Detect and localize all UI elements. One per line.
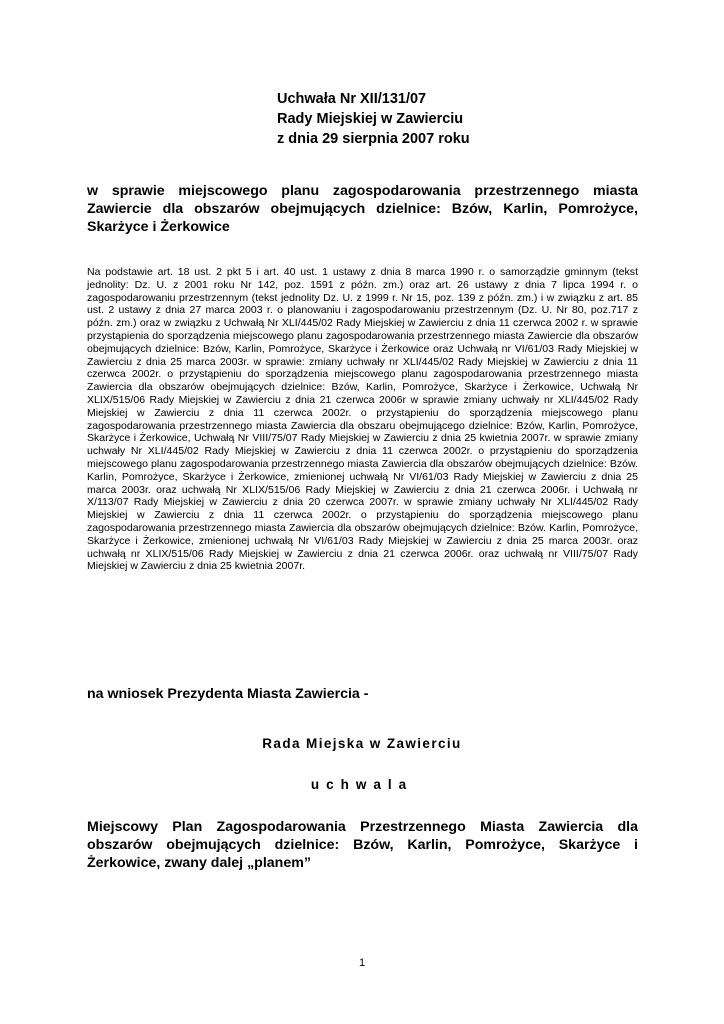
resolution-title-block	[277, 89, 607, 149]
resolution-number: Uchwała Nr XII/131/07	[277, 91, 427, 107]
resolution-date: z dnia 29 sierpnia 2007 roku	[277, 131, 470, 147]
plan-statement: Miejscowy Plan Zagospodarowania Przestrzennego Miasta Zawiercia dla obszarów obejmujących dzielnice: Bzów, Karlin, Pomrożyce, Skarżyce i Żerkowice, zwany dalej „planem”	[87, 819, 638, 871]
legal-basis-paragraph: Na podstawie art. 18 ust. 2 pkt 5 i art. 40 ust. 1 ustawy z dnia 8 marca 1990 r. o samorządzie gminnym (tekst jednolity: Dz. U. z 2001 roku Nr 142, poz. 1591 z późn. zm.) oraz art. 26 ustawy z dnia 7 lipca 1994 r. o zagospodarowaniu przestrzennym (tekst jednolity Dz. U. z 1999 r. Nr 15, poz. 139 z późn. zm.) i w związku z art. 85 ust. 2 ustawy z dnia 27 marca 2003 r. o planowaniu i zagospodarowaniu przestrzennym (Dz. U. Nr 80, poz.717 z późn. zm.) oraz w związku z Uchwałą Nr XLI/445/02 Rady Miejskiej w Zawierciu z dnia 11 czerwca 2002 r. w sprawie przystąpienia do sporządzenia miejscowego planu zagospodarowania przestrzennego miasta Zawiercie dla obszarów obejmujących dzielnice: Bzów, Karlin, Pomrożyce, Skarżyce i Żerkowice oraz Uchwałą nr VI/61/03 Rady Miejskiej w Zawierciu z dnia 25 marca 2003r. w sprawie: zmiany uchwały nr XLI/445/02 Rady Miejskiej w Zawierciu z dnia 11 czerwca 2002r. o przystąpieniu do sporządzenia miejscowego planu zagospodarowania przestrzennego miasta Zawiercia dla obszarów obejmujących dzielnice: Bzów, Karlin, Pomrożyce, Skarżyce i Żerkowice, Uchwałą Nr XLIX/515/06 Rady Miejskiej w Zawierciu z dnia 21 czerwca 2006r w sprawie zmiany uchwały nr XLI/445/02 Rady Miejskiej w Zawierciu z dnia 11 czerwca 2002r. o przystąpieniu do sporządzenia miejscowego planu zagospodarowania przestrzennego miasta Zawiercia dla obszaru obejmującego dzielnice: Bzów, Karlin, Pomrożyce, Skarżyce i Żerkowice, Uchwałą Nr VIII/75/07 Rady Miejskiej w Zawierciu z dnia 25 kwietnia 2007r. w sprawie zmiany uchwały Nr XLI/445/02 Rady Miejskiej w Zawierciu z dnia 11 czerwca 2002r. o przystąpieniu do sporządzenia miejscowego planu zagospodarowania przestrzennego miasta Zawiercia dla obszarów obejmujących dzielnice: Bzów. Karlin, Pomrożyce, Skarżyce i Żerkowice, zmienionej uchwałą Nr VI/61/03 Rady Miejskiej w Zawierciu z dnia 25 marca 2003r. oraz uchwałą Nr XLIX/515/06 Rady Miejskiej w Zawierciu z dnia 21 czerwca 2006r. i Uchwałą nr X/113/07 Rady Miejskiej w Zawierciu z dnia 20 czerwca 2007r. w sprawie zmiany uchwały Nr XLI/445/02 Rady Miejskiej w Zawierciu z dnia 11 czerwca 2002r. o przystąpieniu do sporządzenia miejscowego planu zagospodarowania przestrzennego miasta Zawiercia dla obszarów obejmujących dzielnice: Bzów. Karlin, Pomrożyce, Skarżyce i Żerkowice, zmienionej uchwałą Nr VI/61/03 Rady Miejskiej w Zawierciu z dnia 25 marca 2003r. oraz uchwałą nr XLIX/515/06 Rady Miejskiej w Zawierciu z dnia 21 czerwca 2006r. oraz uchwałą nr VIII/75/07 Rady Miejskiej w Zawierciu z dnia 25 kwietnia 2007r.	[87, 266, 638, 573]
issuing-council: Rady Miejskiej w Zawierciu	[277, 111, 464, 127]
resolution-subject: w sprawie miejscowego planu zagospodarowania przestrzennego miasta Zawiercie dla obszarów obejmujących dzielnice: Bzów, Karlin, Pomrożyce, Skarżyce i Żerkowice	[87, 183, 638, 235]
council-heading: Rada Miejska w Zawierciu	[262, 736, 462, 751]
resolves-heading: uchwala	[310, 777, 414, 792]
page-number: 1	[358, 957, 366, 969]
motion-line: na wniosek Prezydenta Miasta Zawiercia -	[87, 686, 369, 702]
